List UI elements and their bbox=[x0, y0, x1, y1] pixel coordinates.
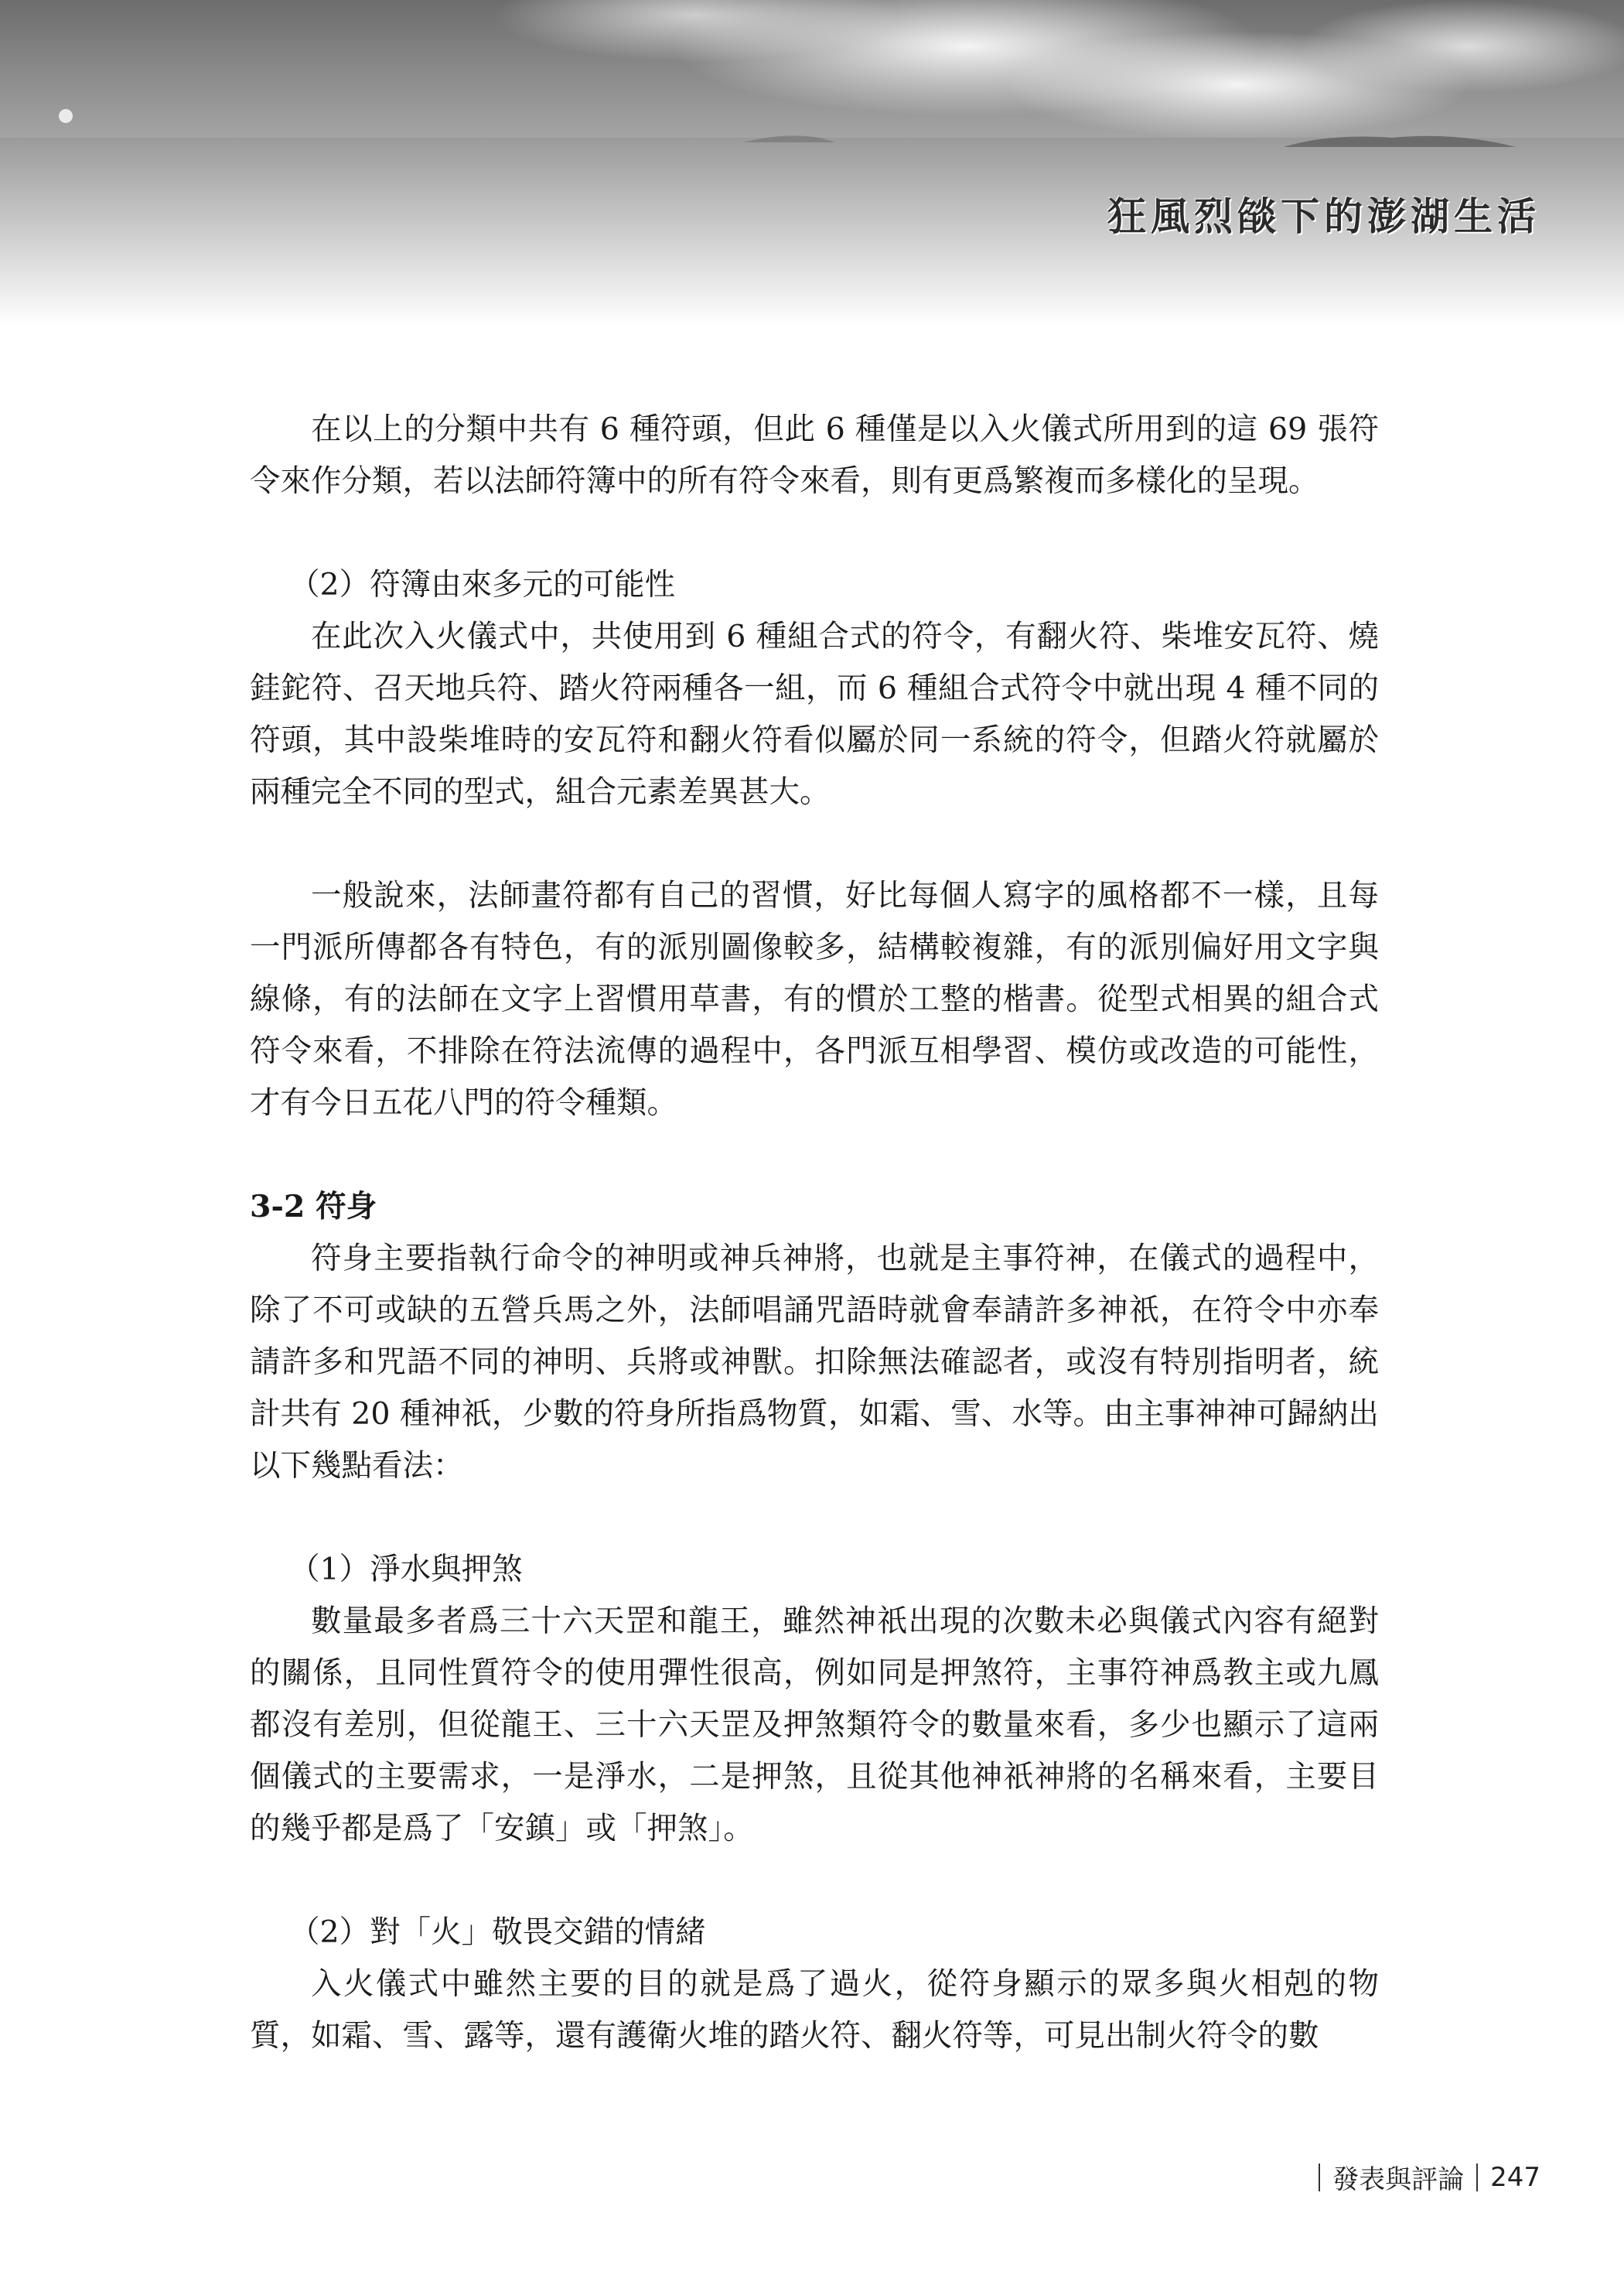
paragraph: 一般說來，法師畫符都有自己的習慣，好比每個人寫字的風格都不一樣，且每一門派所傳都各有特色，有的派別圖像較多，結構較複雜，有的派別偏好用文字與線條，有的法師在文字上習慣用草書，有的慣於工整的楷書。從型式相異的組合式符令來看，不排除在符法流傳的過程中，各門派互相學習、模仿或改造的可能性，才有今日五花八門的符令種類。 bbox=[250, 878, 1379, 1121]
page-footer bbox=[1319, 2158, 1540, 2196]
running-title: 狂風烈燄下的澎湖生活 bbox=[1107, 194, 1540, 239]
footer-section-label: 發表與評論 bbox=[1332, 2164, 1465, 2195]
divider bbox=[1476, 2164, 1478, 2191]
subsection-heading: （1）淨水與押煞 bbox=[289, 1552, 523, 1587]
body-text bbox=[250, 404, 1379, 2062]
subsection-heading: （2）對「火」敬畏交錯的情緒 bbox=[289, 1914, 706, 1950]
paragraph: 在此次入火儀式中，共使用到 6 種組合式的符令，有翻火符、柴堆安瓦符、燒銈鉈符、召天地兵符、踏火符兩種各一組，而 6 種組合式符令中就出現 4 種不同的符頭，其中設柴堆時的安瓦符和翻火符看似屬於同一系統的符令，但踏火符就屬於兩種完全不同的型式，組合元素差異甚大。 bbox=[250, 619, 1379, 810]
header-banner-photo bbox=[0, 0, 1624, 325]
paragraph: 入火儀式中雖然主要的目的就是爲了過火，從符身顯示的眾多與火相剋的物質，如霜、雪、露等，還有護衛火堆的踏火符、翻火符等，可見出制火符令的數 bbox=[250, 1966, 1379, 2054]
paragraph: 數量最多者爲三十六天罡和龍王，雖然神祇出現的次數未必與儀式內容有絕對的關係，且同性質符令的使用彈性很高，例如同是押煞符，主事符神爲教主或九鳳都沒有差別，但從龍王、三十六天罡及押煞類符令的數量來看，多少也顯示了這兩個儀式的主要需求，一是淨水，二是押煞，且從其他神祇神將的名稱來看，主要目的幾乎都是爲了「安鎮」或「押煞」。 bbox=[250, 1603, 1379, 1846]
subsection-heading: （2）符簿由來多元的可能性 bbox=[289, 567, 676, 603]
divider bbox=[1319, 2164, 1320, 2191]
page-number: 247 bbox=[1490, 2161, 1540, 2193]
paragraph: 在以上的分類中共有 6 種符頭，但此 6 種僅是以入火儀式所用到的這 69 張符令來作分類，若以法師符簿中的所有符令來看，則有更爲繁複而多樣化的呈現。 bbox=[250, 412, 1379, 499]
section-heading: 3-2 符身 bbox=[250, 1189, 377, 1224]
paragraph: 符身主要指執行命令的神明或神兵神將，也就是主事符神，在儀式的過程中，除了不可或缺的五營兵馬之外，法師唱誦咒語時就會奉請許多神祇，在符令中亦奉請許多和咒語不同的神明、兵將或神獸。扣除無法確認者，或沒有特別指明者，統計共有 20 種神祇，少數的符身所指爲物質，如霜、雪、水等。由主事神神可歸納出以下幾點看法： bbox=[250, 1241, 1379, 1484]
